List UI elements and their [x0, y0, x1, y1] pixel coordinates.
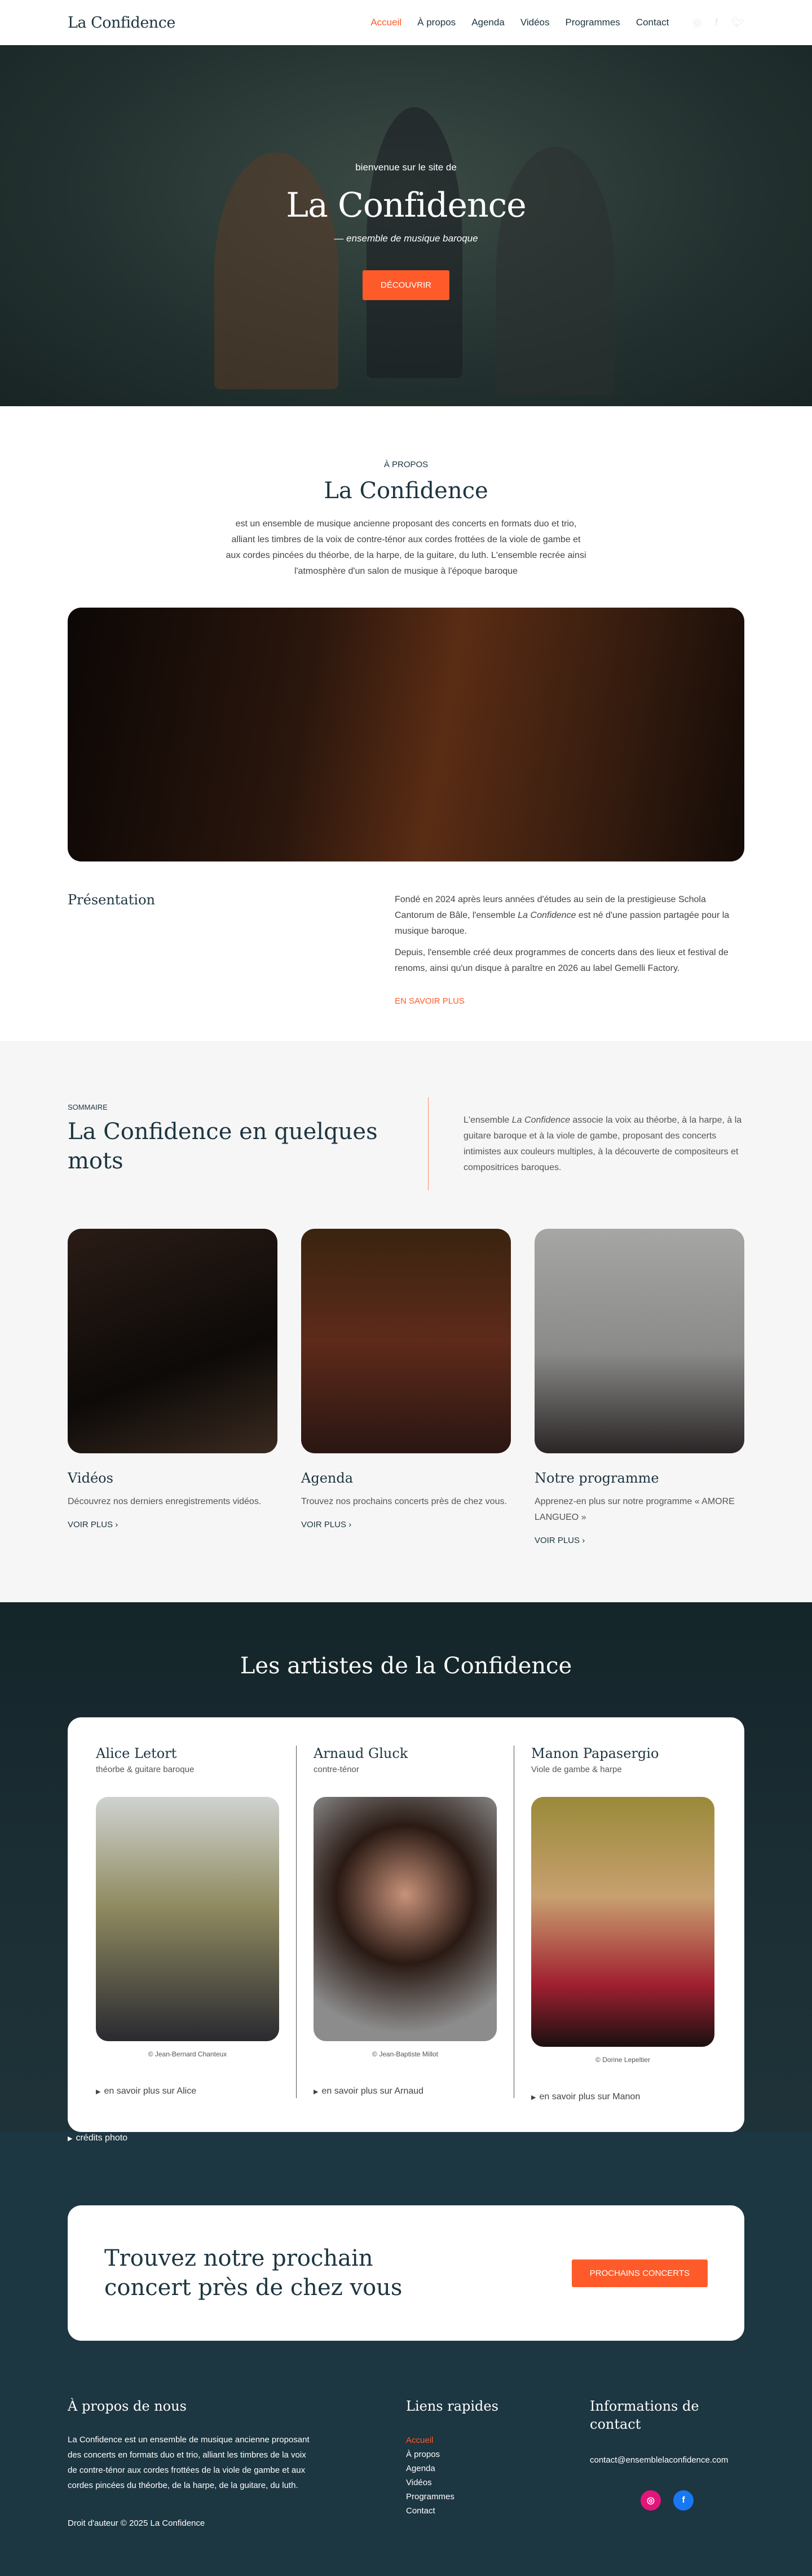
- about-section: [0, 406, 812, 579]
- cta-title: Trouvez notre prochain concert près de chez vous: [104, 2245, 403, 2301]
- summary-title: La Confidence en quelques mots: [68, 1119, 378, 1174]
- artists-title: Les artistes de la Confidence: [240, 1653, 572, 1679]
- artist-manon: [514, 1746, 731, 2102]
- ensemble-photo: [68, 608, 744, 861]
- artist-photo: [314, 1797, 497, 2041]
- summary-section: [0, 1041, 812, 1602]
- photo-credit: © Dorine Lepeltier: [595, 2056, 650, 2064]
- nav-agenda[interactable]: Agenda: [471, 17, 505, 28]
- twitter-icon[interactable]: 🐦︎: [731, 16, 744, 28]
- presentation-title: Présentation: [68, 892, 155, 908]
- nav-videos[interactable]: Vidéos: [520, 17, 550, 28]
- photo-credits-toggle[interactable]: ▶ crédits photo: [0, 2132, 812, 2143]
- artist-role: théorbe & guitare baroque: [96, 1765, 195, 1774]
- card-videos: [68, 1229, 277, 1546]
- about-title: La Confidence: [324, 478, 488, 504]
- instagram-icon[interactable]: ◎: [692, 16, 702, 28]
- videos-image[interactable]: [68, 1229, 277, 1453]
- footer-contact-title: Informations de contact: [590, 2398, 699, 2432]
- instagram-icon[interactable]: ◎: [641, 2490, 661, 2511]
- learn-more-link[interactable]: EN SAVOIR PLUS: [395, 996, 465, 1006]
- voir-plus-link[interactable]: VOIR PLUS ›: [68, 1520, 118, 1529]
- photo-credit: © Jean-Baptiste Millot: [372, 2050, 438, 2058]
- card-title: Agenda: [301, 1470, 354, 1486]
- artist-more-toggle[interactable]: ▶ en savoir plus sur Manon: [531, 2092, 641, 2102]
- hero-section: [0, 45, 812, 406]
- discover-button[interactable]: DÉCOUVRIR: [363, 270, 449, 300]
- artist-arnaud: [296, 1746, 514, 2098]
- card-title: Vidéos: [68, 1470, 113, 1486]
- card-text: Découvrez nos derniers enregistrements vidéos.: [68, 1497, 262, 1506]
- artists-section: [0, 1602, 812, 2132]
- summary-kicker: SOMMAIRE: [68, 1103, 108, 1111]
- cta-section: [0, 2143, 812, 2386]
- hero-title: La Confidence: [286, 186, 526, 225]
- nav-programmes[interactable]: Programmes: [565, 17, 620, 28]
- card-title: Notre programme: [535, 1470, 659, 1486]
- footer-links-title: Liens rapides: [406, 2398, 498, 2414]
- hero-subtitle: — ensemble de musique baroque: [334, 233, 478, 244]
- artist-role: contre-ténor: [314, 1765, 359, 1774]
- facebook-icon[interactable]: f: [673, 2490, 694, 2511]
- footer-link-contact[interactable]: Contact: [406, 2506, 435, 2516]
- programme-image[interactable]: [535, 1229, 744, 1453]
- main-nav: [370, 17, 744, 29]
- card-agenda: [301, 1229, 511, 1546]
- presentation-paragraph-2: Depuis, l'ensemble créé deux programmes de concerts dans des lieux et festival de renoms, ainsi qu'un disque à paraître en 2026 au label Gemelli Factory.: [395, 948, 729, 973]
- site-logo[interactable]: La Confidence: [68, 14, 175, 32]
- artist-photo: [96, 1797, 279, 2041]
- summary-text: L'ensemble La Confidence associe la voix au théorbe, à la harpe, à la guitare baroque et à la viole de gambe, proposant des concerts intimistes aux couleurs multiples, à la découverte de compositeurs et compositrices baroques.: [464, 1115, 742, 1172]
- artist-role: Viole de gambe & harpe: [531, 1765, 622, 1774]
- nav-contact[interactable]: Contact: [636, 17, 669, 28]
- agenda-image[interactable]: [301, 1229, 511, 1453]
- site-header: [0, 0, 812, 45]
- card-text: Apprenez-en plus sur notre programme « AMORE LANGUEO »: [535, 1497, 735, 1522]
- nav-accueil[interactable]: Accueil: [370, 17, 402, 28]
- artist-more-toggle[interactable]: ▶ en savoir plus sur Arnaud: [314, 2086, 424, 2096]
- copyright: Droit d'auteur © 2025 La Confidence: [68, 2518, 205, 2528]
- facebook-icon[interactable]: f: [715, 16, 718, 28]
- nav-a-propos[interactable]: À propos: [417, 17, 456, 28]
- hero-pretitle: bienvenue sur le site de: [355, 162, 457, 173]
- presentation-paragraph-1: Fondé en 2024 après leurs années d'études au sein de la prestigieuse Schola Cantorum de Bâle, l'ensemble La Confidence est né d'une passion partagée pour la musique baroque.: [395, 895, 730, 936]
- artist-photo: [531, 1797, 714, 2047]
- artist-name: Arnaud Gluck: [314, 1746, 408, 1761]
- contact-email[interactable]: contact@ensemblelaconfidence.com: [590, 2455, 729, 2465]
- about-kicker: À PROPOS: [383, 460, 429, 469]
- artist-more-toggle[interactable]: ▶ en savoir plus sur Alice: [96, 2086, 197, 2096]
- upcoming-concerts-button[interactable]: PROCHAINS CONCERTS: [572, 2260, 708, 2287]
- footer-link-agenda[interactable]: Agenda: [406, 2464, 435, 2473]
- card-programme: [535, 1229, 744, 1546]
- voir-plus-link[interactable]: VOIR PLUS ›: [301, 1520, 352, 1529]
- footer-about-title: À propos de nous: [68, 2398, 187, 2414]
- footer-link-accueil[interactable]: Accueil: [406, 2436, 434, 2445]
- site-footer: [0, 2386, 812, 2576]
- card-text: Trouvez nos prochains concerts près de chez vous.: [301, 1497, 507, 1506]
- artist-name: Manon Papasergio: [531, 1746, 659, 1761]
- footer-link-programmes[interactable]: Programmes: [406, 2492, 454, 2502]
- footer-link-a-propos[interactable]: À propos: [406, 2450, 440, 2459]
- photo-credit: © Jean-Bernard Chanteux: [148, 2050, 227, 2058]
- footer-about-text: La Confidence est un ensemble de musique ancienne proposant des concerts en formats duo et trio, alliant les timbres de la voix de contre-ténor aux cordes frottées de la viole de gambe et aux cordes pincées du théorbe, de la harpe, de la guitare, du luth.: [68, 2435, 310, 2490]
- artist-alice: [96, 1746, 296, 2098]
- footer-link-videos[interactable]: Vidéos: [406, 2478, 432, 2487]
- presentation-section: [0, 861, 812, 1041]
- about-text: est un ensemble de musique ancienne proposant des concerts en formats duo et trio, alliant les timbres de la voix de contre-ténor aux cordes frottées de la viole de gambe et aux cordes pincées du théorbe, de la harpe, de la guitare, du luth. L'ensemble recrée ainsi l'atmosphère d'un salon de musique à l'époque baroque: [226, 519, 586, 576]
- voir-plus-link[interactable]: VOIR PLUS ›: [535, 1536, 585, 1545]
- artist-name: Alice Letort: [96, 1746, 177, 1761]
